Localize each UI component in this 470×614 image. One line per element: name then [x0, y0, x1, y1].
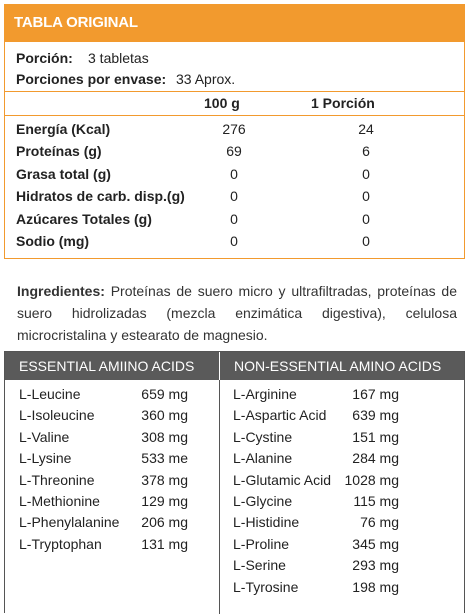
amino-acid-amount: 284 mg	[352, 450, 399, 467]
amino-acid-amount: 198 mg	[352, 578, 399, 595]
ingredients-label: Ingredientes:	[17, 283, 105, 299]
ingredients-text: Proteínas de suero micro y ultrafiltradas, proteínas de suero hidrolizadas (mezcla enzimática digestiva), celulosa microcristalina y estearato de magnesio.	[17, 283, 457, 343]
amino-acid-amount: 115 mg	[353, 493, 399, 509]
nutrition-table	[4, 4, 465, 259]
servings-label: Porciones por envase:	[16, 71, 167, 87]
nutrition-row-name: Sodio (mg)	[16, 233, 90, 249]
amino-acid-amount: 639 mg	[352, 407, 399, 424]
nutrition-row-value-100g: 69	[226, 143, 242, 160]
column-header-100g: 100 g	[204, 95, 240, 111]
essential-amino-title: ESSENTIAL AMIINO ACIDS	[19, 358, 195, 374]
amino-acid-name: L-Alanine	[233, 450, 293, 467]
nutrition-row-value-portion: 0	[362, 165, 370, 182]
amino-acid-amount: 360 mg	[141, 407, 188, 424]
nutrition-row-value-portion: 0	[362, 188, 370, 205]
nutrition-row-name: Proteínas (g)	[16, 143, 102, 160]
non-essential-amino-header	[220, 352, 464, 380]
amino-acid-name: L-Isoleucine	[19, 407, 95, 424]
nutrition-row-name: Grasa total (g)	[16, 165, 111, 182]
nutrition-row-name: Hidratos de carb. disp.(g)	[16, 188, 185, 205]
amino-acid-name: L-Phenylalanine	[19, 514, 120, 531]
amino-acid-table	[4, 351, 465, 613]
amino-acid-name: L-Histidine	[233, 514, 300, 531]
amino-acid-name: L-Proline	[233, 535, 290, 552]
nutrition-table-header	[5, 5, 464, 42]
separator	[5, 91, 464, 92]
amino-acid-name: L-Threonine	[19, 471, 95, 488]
nutrition-row-value-portion: 0	[362, 210, 370, 227]
nutrition-table-title: TABLA ORIGINAL	[14, 14, 138, 31]
nutrition-row-value-portion: 24	[358, 121, 374, 137]
column-divider	[219, 380, 220, 614]
amino-acid-amount: 293 mg	[352, 557, 399, 574]
non-essential-amino-title: NON-ESSENTIAL AMINO ACIDS	[234, 358, 442, 374]
portion-label: Porción:	[16, 50, 73, 66]
amino-acid-amount: 308 mg	[141, 428, 188, 445]
amino-acid-name: L-Arginine	[233, 386, 297, 402]
nutrition-row-value-100g: 0	[230, 188, 238, 205]
nutrition-row-value-portion: 0	[362, 233, 370, 249]
amino-acid-amount: 533 me	[141, 450, 188, 467]
separator	[5, 115, 464, 116]
portion-value: 3 tabletas	[88, 50, 149, 66]
nutrition-row-name: Energía (Kcal)	[16, 121, 111, 137]
nutrition-row-value-100g: 0	[230, 210, 238, 227]
amino-acid-amount: 378 mg	[141, 471, 188, 488]
nutrition-row-name: Azúcares Totales (g)	[16, 210, 152, 227]
amino-acid-amount: 151 mg	[352, 428, 399, 445]
nutrition-row-value-portion: 6	[362, 143, 370, 160]
amino-acid-amount: 76 mg	[360, 514, 399, 531]
amino-acid-name: L-Methionine	[19, 493, 100, 509]
servings-value: 33 Aprox.	[176, 71, 236, 87]
nutrition-row-value-100g: 0	[230, 233, 238, 249]
amino-acid-name: L-Valine	[19, 428, 70, 445]
amino-acid-amount: 131 mg	[141, 535, 188, 552]
amino-acid-name: L-Cystine	[233, 428, 293, 445]
amino-acid-amount: 659 mg	[141, 386, 188, 402]
amino-acid-name: L-Glycine	[233, 493, 293, 509]
amino-acid-name: L-Lysine	[19, 450, 72, 467]
amino-acid-amount: 1028 mg	[344, 471, 399, 488]
amino-acid-name: L-Tryptophan	[19, 535, 102, 552]
amino-acid-name: L-Aspartic Acid	[233, 407, 327, 424]
nutrition-row-value-100g: 276	[222, 121, 246, 137]
amino-acid-amount: 345 mg	[352, 535, 399, 552]
column-header-portion: 1 Porción	[311, 95, 375, 111]
amino-acid-amount: 167 mg	[352, 386, 399, 402]
amino-acid-name: L-Serine	[233, 557, 286, 574]
amino-acid-name: L-Leucine	[19, 386, 81, 402]
amino-acid-name: L-Glutamic Acid	[233, 471, 332, 488]
amino-acid-name: L-Tyrosine	[233, 578, 299, 595]
nutrition-row-value-100g: 0	[230, 165, 238, 182]
ingredients-paragraph	[17, 280, 457, 346]
amino-acid-amount: 206 mg	[141, 514, 188, 531]
essential-amino-header	[5, 352, 219, 380]
amino-acid-amount: 129 mg	[141, 493, 188, 509]
